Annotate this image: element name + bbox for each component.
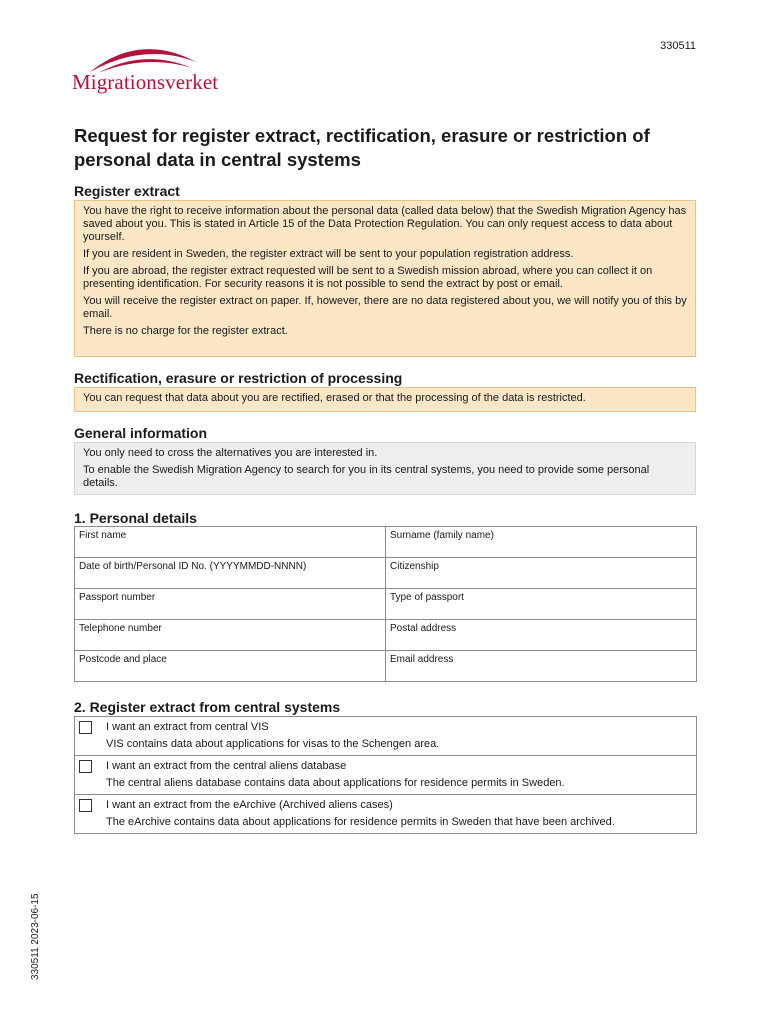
page-title: Request for register extract, rectification, erasure or restriction of personal data in central systems [74,125,650,170]
field-label: First name [79,530,127,541]
aliens-database-checkbox[interactable] [79,760,92,773]
option-label: I want an extract from the eArchive (Archived aliens cases) [106,799,393,811]
register-options-box [74,716,697,834]
postal-address-field[interactable] [386,620,697,651]
logo-arc-icon [88,40,198,74]
info-paragraph: You can request that data about you are rectified, erased or that the processing of the data is restricted. [83,392,586,404]
date-of-birth-field[interactable] [75,558,386,589]
option-label: I want an extract from the central aliens database [106,760,347,772]
info-paragraph: There is no charge for the register extract. [83,325,288,337]
migrationsverket-logo [72,40,222,96]
option-label: I want an extract from central VIS [106,721,269,733]
info-paragraph: You only need to cross the alternatives you are interested in. [83,447,378,459]
passport-type-field[interactable] [386,589,697,620]
field-label: Citizenship [390,561,439,572]
postcode-place-field[interactable] [75,651,386,682]
register-option-aliens-database [75,755,696,794]
logo-text: Migrationsverket [72,70,219,94]
vis-checkbox[interactable] [79,721,92,734]
general-info-box [74,442,696,495]
form-number: 330511 [660,40,696,52]
side-form-id: 330511 2023-06-15 [30,893,41,980]
field-label: Passport number [79,592,156,603]
rectification-info-box [74,387,696,412]
register-central-heading: 2. Register extract from central systems [74,699,341,715]
option-description: The central aliens database contains data about applications for residence permits in Sweden. [106,777,565,789]
register-extract-heading: Register extract [74,183,180,199]
rectification-heading: Rectification, erasure or restriction of processing [74,370,403,386]
personal-details-table [74,526,697,682]
field-label: Surname (family name) [390,530,494,541]
info-paragraph: To enable the Swedish Migration Agency to search for you in its central systems, you need to provide some personal details. [83,464,650,489]
earchive-checkbox[interactable] [79,799,92,812]
register-option-vis [75,717,696,755]
telephone-field[interactable] [75,620,386,651]
general-info-heading: General information [74,425,208,441]
option-description: The eArchive contains data about applications for residence permits in Sweden that have been archived. [106,816,615,828]
info-paragraph: You will receive the register extract on paper. If, however, there are no data registered about you, we will notify you of this by email. [83,295,687,320]
field-label: Date of birth/Personal ID No. (YYYYMMDD-NNNN) [79,561,307,572]
register-option-earchive [75,794,696,833]
info-paragraph: You have the right to receive information about the personal data (called data below) that the Swedish Migration Agency has saved about you. This is stated in Article 15 of the Data Protection Regulation. You can only request access to data about yourself. [83,205,687,243]
option-description: VIS contains data about applications for visas to the Schengen area. [106,738,440,750]
email-address-field[interactable] [386,651,697,682]
personal-details-heading: 1. Personal details [74,510,197,526]
field-label: Postcode and place [79,654,167,665]
field-label: Email address [390,654,454,665]
passport-number-field[interactable] [75,589,386,620]
register-extract-info-box [74,200,696,357]
first-name-field[interactable] [75,527,386,558]
info-paragraph: If you are resident in Sweden, the register extract will be sent to your population registration address. [83,248,574,260]
field-label: Postal address [390,623,457,634]
info-paragraph: If you are abroad, the register extract requested will be sent to a Swedish mission abroad, where you can collect it on presenting identification. For security reasons it is not possible to send the extract by post or email. [83,265,653,290]
field-label: Telephone number [79,623,162,634]
citizenship-field[interactable] [386,558,697,589]
field-label: Type of passport [390,592,464,603]
surname-field[interactable] [386,527,697,558]
